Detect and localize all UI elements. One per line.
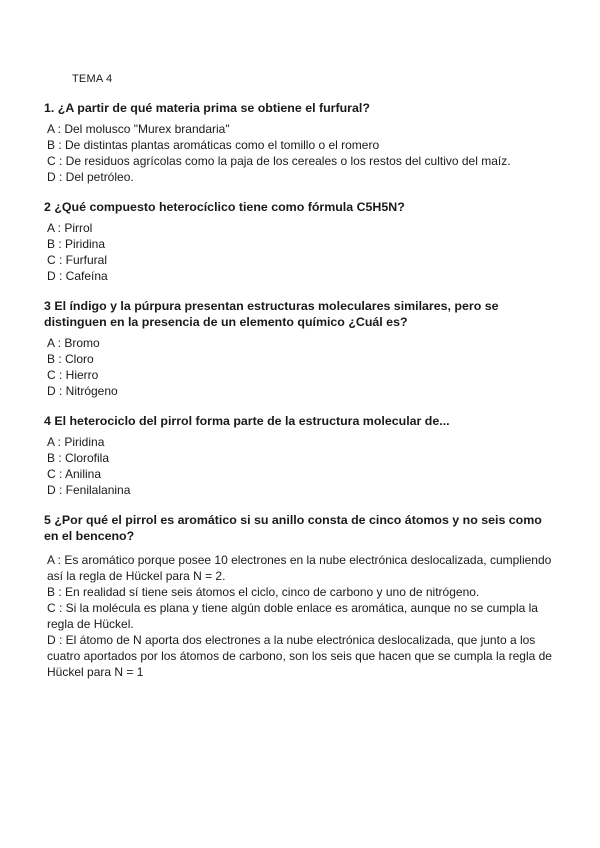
option-c: C : Anilina bbox=[47, 467, 102, 481]
question-text: 1. ¿A partir de qué materia prima se obtiene el furfural? bbox=[44, 101, 370, 115]
question-1 bbox=[44, 100, 559, 185]
option-d: D : Nitrógeno bbox=[47, 384, 118, 398]
option-d: D : Del petróleo. bbox=[47, 170, 134, 184]
option-c: C : De residuos agrícolas como la paja de los cereales o los restos del cultivo del maíz. bbox=[47, 154, 511, 168]
option-b: B : Clorofila bbox=[47, 451, 110, 465]
question-text: 5 ¿Por qué el pirrol es aromático si su anillo consta de cinco átomos y no seis como en el benceno? bbox=[44, 513, 542, 543]
option-d: D : Cafeína bbox=[47, 269, 108, 283]
question-4 bbox=[44, 413, 559, 498]
option-a: A : Piridina bbox=[47, 435, 105, 449]
option-d: D : El átomo de N aporta dos electrones a la nube electrónica deslocalizada, que junto a los cuatro aportados por los átomos de carbono, son los seis que hacen que se cumpla la regla de Hückel para N = 1 bbox=[47, 633, 552, 679]
option-b: B : Cloro bbox=[47, 352, 94, 366]
question-text: 2 ¿Qué compuesto heterocíclico tiene como fórmula C5H5N? bbox=[44, 200, 405, 214]
question-5 bbox=[44, 512, 559, 680]
option-b: B : Piridina bbox=[47, 237, 106, 251]
question-list bbox=[44, 100, 559, 694]
option-a: A : Es aromático porque posee 10 electrones en la nube electrónica deslocalizada, cumpliendo así la regla de Hückel para N = 2. bbox=[47, 553, 552, 583]
question-text: 4 El heterociclo del pirrol forma parte de la estructura molecular de... bbox=[44, 414, 450, 428]
question-2 bbox=[44, 199, 559, 284]
option-a: A : Del molusco "Murex brandaria" bbox=[47, 122, 230, 136]
option-a: A : Pirrol bbox=[47, 221, 93, 235]
option-c: C : Si la molécula es plana y tiene algún doble enlace es aromática, aunque no se cumpla la regla de Hückel. bbox=[47, 601, 538, 631]
page-title: TEMA 4 bbox=[72, 73, 113, 85]
option-d: D : Fenilalanina bbox=[47, 483, 131, 497]
question-text: 3 El índigo y la púrpura presentan estructuras moleculares similares, pero se distinguen en la presencia de un elemento químico ¿Cuál es? bbox=[44, 299, 499, 329]
question-3 bbox=[44, 298, 559, 399]
option-c: C : Hierro bbox=[47, 368, 99, 382]
option-c: C : Furfural bbox=[47, 253, 108, 267]
option-a: A : Bromo bbox=[47, 336, 100, 350]
option-b: B : De distintas plantas aromáticas como el tomillo o el romero bbox=[47, 138, 380, 152]
option-b: B : En realidad sí tiene seis átomos el ciclo, cinco de carbono y uno de nitrógeno. bbox=[47, 585, 480, 599]
